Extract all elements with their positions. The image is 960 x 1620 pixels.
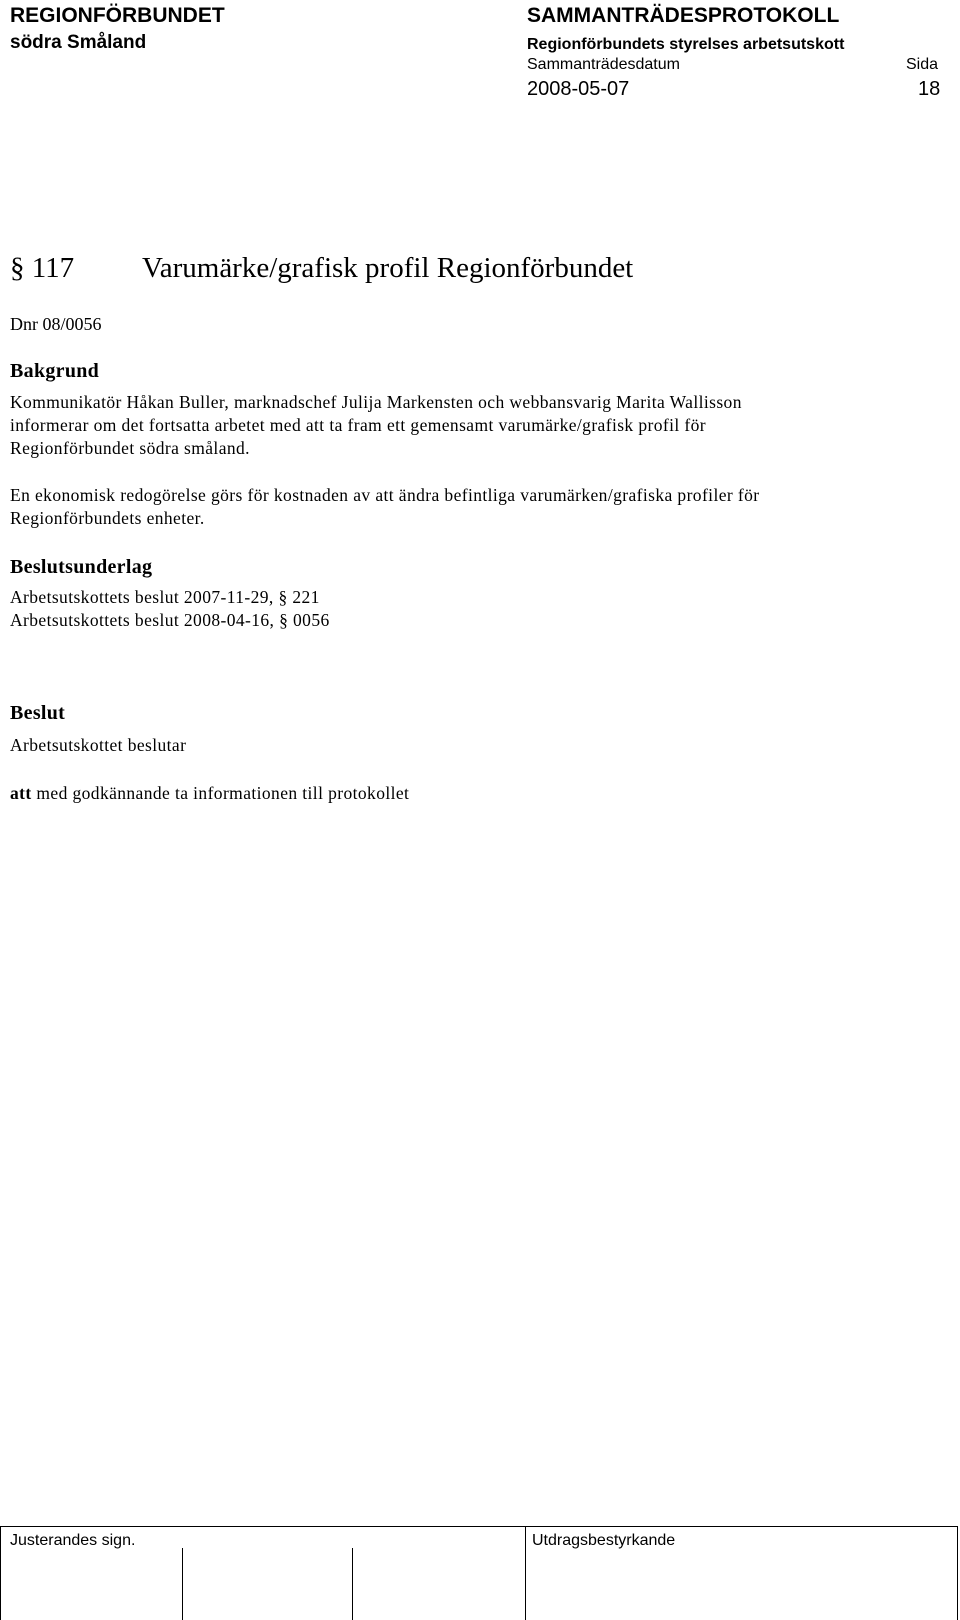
board-name: Regionförbundets styrelses arbetsutskott <box>527 36 845 53</box>
list-item: Arbetsutskottets beslut 2007-11-29, § 221 <box>10 587 320 607</box>
organization-subtitle: södra Småland <box>10 32 147 53</box>
paragraph-line: Kommunikatör Håkan Buller, marknadschef Julija Markensten och webbansvarig Marita Wallisson <box>10 392 742 412</box>
paragraph-line: Regionförbundet södra småland. <box>10 438 250 458</box>
section-number: § 117 <box>10 252 75 284</box>
beslut-text: Arbetsutskottet beslutar <box>10 735 187 755</box>
att-keyword: att <box>10 783 32 803</box>
document-type: SAMMANTRÄDESPROTOKOLL <box>527 4 840 27</box>
heading-bakgrund: Bakgrund <box>10 360 100 382</box>
signature-divider <box>525 1526 526 1620</box>
page-label: Sida <box>906 56 939 73</box>
beslut-decision <box>10 782 409 805</box>
paragraph-line: En ekonomisk redogörelse görs för kostnaden av att ändra befintliga varumärken/grafiska profiler för <box>10 485 760 505</box>
signature-label: Justerandes sign. <box>10 1532 136 1549</box>
organization-name: REGIONFÖRBUNDET <box>10 4 225 27</box>
extract-certification-label: Utdragsbestyrkande <box>532 1532 676 1549</box>
paragraph-bakgrund-2 <box>10 484 759 530</box>
section-title <box>10 252 633 285</box>
paragraph-bakgrund-1 <box>10 391 742 460</box>
meeting-date-value: 2008-05-07 <box>527 78 630 100</box>
paragraph-line: informerar om det fortsatta arbetet med att ta fram ett gemensamt varumärke/grafisk profil för <box>10 415 707 435</box>
signature-divider <box>352 1548 353 1620</box>
heading-beslut: Beslut <box>10 702 66 724</box>
heading-beslutsunderlag: Beslutsunderlag <box>10 556 153 578</box>
meeting-date-label: Sammanträdesdatum <box>527 56 680 73</box>
section-title-text: Varumärke/grafisk profil Regionförbundet <box>142 252 634 284</box>
signature-box <box>0 1526 958 1620</box>
page-number: 18 <box>918 78 941 100</box>
list-item: Arbetsutskottets beslut 2008-04-16, § 0056 <box>10 610 330 630</box>
signature-divider <box>182 1548 183 1620</box>
paragraph-line: Regionförbundets enheter. <box>10 508 205 528</box>
beslutsunderlag-list <box>10 586 330 632</box>
decision-text: med godkännande ta informationen till protokollet <box>31 783 410 803</box>
diary-number: Dnr 08/0056 <box>10 314 102 334</box>
